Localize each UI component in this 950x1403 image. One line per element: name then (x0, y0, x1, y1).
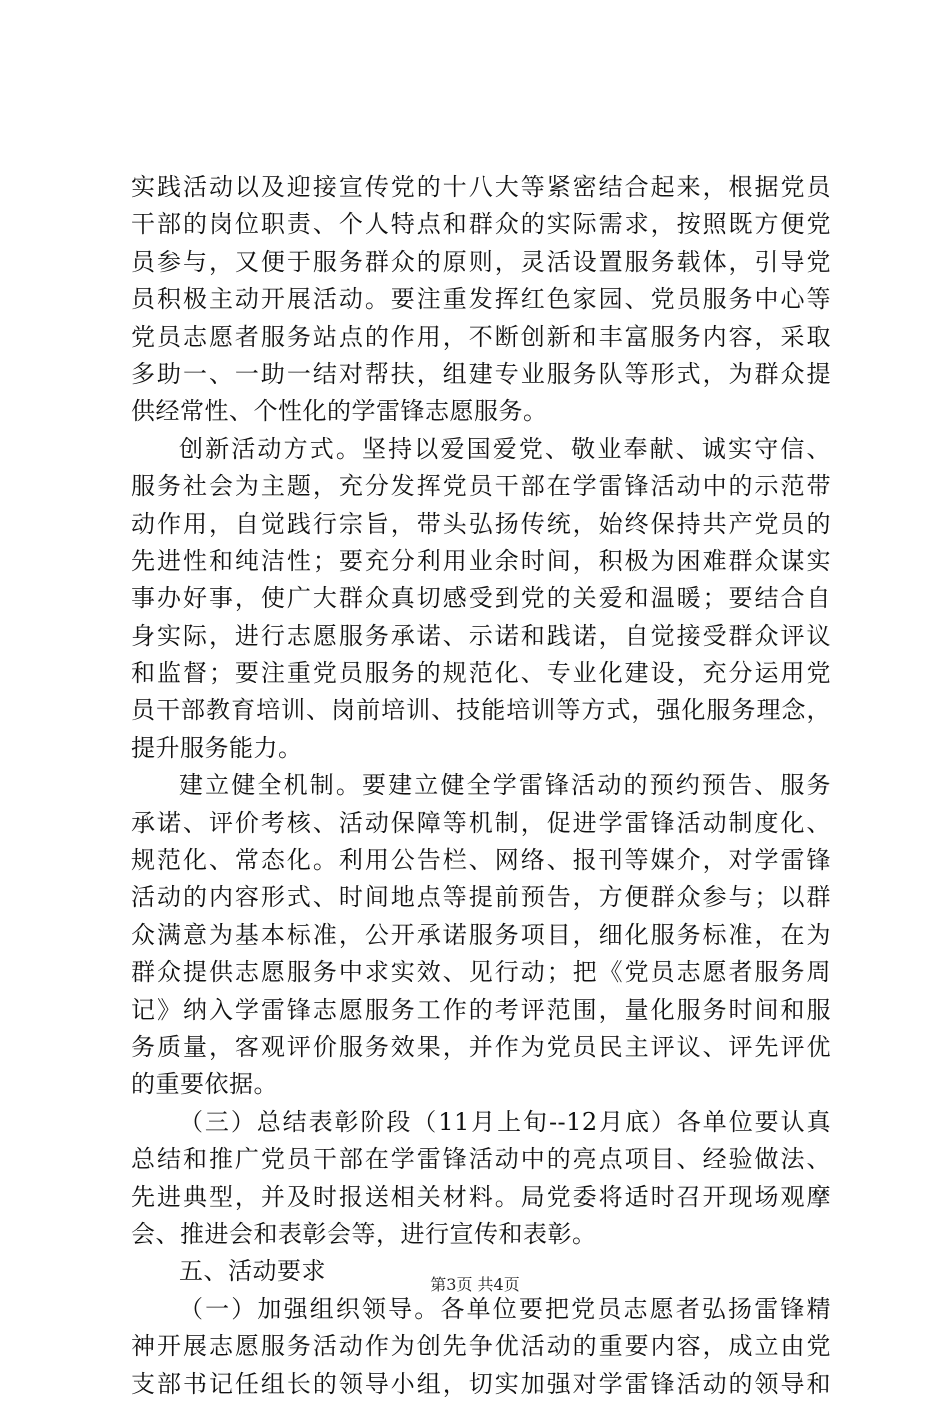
text-line: 支部书记任组长的领导小组，切实加强对学雷锋活动的领导和 (131, 1369, 831, 1398)
text-line: 的重要依据。 (131, 1070, 278, 1099)
text-line: 动作用，自觉践行宗旨，带头弘扬传统，始终保持共产党员的 (131, 509, 831, 538)
text-line: 先进性和纯洁性；要充分利用业余时间，积极为困难群众谋实 (131, 546, 831, 575)
text-line: 先进典型，并及时报送相关材料。局党委将适时召开现场观摩 (131, 1182, 831, 1211)
text-line: 身实际，进行志愿服务承诺、示诺和践诺，自觉接受群众评议 (131, 621, 831, 650)
text-line: 事办好事，使广大群众真切感受到党的关爱和温暖；要结合自 (131, 584, 831, 613)
text-line: 供经常性、个性化的学雷锋志愿服务。 (131, 397, 548, 426)
section-heading: 五、活动要求 (179, 1257, 326, 1286)
text-line: 服务社会为主题，充分发挥党员干部在学雷锋活动中的示范带 (131, 472, 831, 501)
text-line: 员参与，又便于服务群众的原则，灵活设置服务载体，引导党 (131, 247, 831, 276)
text-line: 神开展志愿服务活动作为创先争优活动的重要内容，成立由党 (131, 1332, 831, 1361)
text-line: 记》纳入学雷锋志愿服务工作的考评范围，量化服务时间和服 (131, 995, 831, 1024)
text-line: 众满意为基本标准，公开承诺服务项目，细化服务标准，在为 (131, 920, 831, 949)
text-line: 和监督；要注重党员服务的规范化、专业化建设，充分运用党 (131, 659, 831, 688)
text-line: 员干部教育培训、岗前培训、技能培训等方式，强化服务理念， (131, 696, 831, 725)
text-line: 务质量，客观评价服务效果，并作为党员民主评议、评先评优 (131, 1032, 831, 1061)
text-line: 干部的岗位职责、个人特点和群众的实际需求，按照既方便党 (131, 210, 831, 239)
text-line: 提升服务能力。 (131, 733, 303, 762)
text-line: 党员志愿者服务站点的作用，不断创新和丰富服务内容，采取 (131, 322, 831, 351)
body-text (131, 169, 831, 1403)
paragraph-first-line: 建立健全机制。要建立健全学雷锋活动的预约预告、服务 (179, 771, 831, 800)
text-line: 员积极主动开展活动。要注重发挥红色家园、党员服务中心等 (131, 285, 831, 314)
text-line: 承诺、评价考核、活动保障等机制，促进学雷锋活动制度化、 (131, 808, 831, 837)
text-line: 实践活动以及迎接宣传党的十八大等紧密结合起来，根据党员 (131, 173, 831, 201)
paragraph-first-line: （三）总结表彰阶段（11月上旬--12月底）各单位要认真 (179, 1107, 831, 1136)
text-line: 规范化、常态化。利用公告栏、网络、报刊等媒介，对学雷锋 (131, 846, 831, 875)
page-number: 第3页 共4页 (430, 1275, 520, 1294)
text-line: 群众提供志愿服务中求实效、见行动；把《党员志愿者服务周 (131, 958, 831, 987)
text-line: 多助一、一助一结对帮扶，组建专业服务队等形式，为群众提 (131, 359, 831, 388)
paragraph-first-line: 创新活动方式。坚持以爱国爱党、敬业奉献、诚实守信、 (179, 434, 831, 463)
text-line: 会、推进会和表彰会等，进行宣传和表彰。 (131, 1219, 597, 1248)
text-line: 总结和推广党员干部在学雷锋活动中的亮点项目、经验做法、 (131, 1145, 831, 1174)
paragraph-first-line: （一）加强组织领导。各单位要把党员志愿者弘扬雷锋精 (179, 1294, 831, 1323)
text-line: 活动的内容形式、时间地点等提前预告，方便群众参与；以群 (131, 883, 831, 912)
